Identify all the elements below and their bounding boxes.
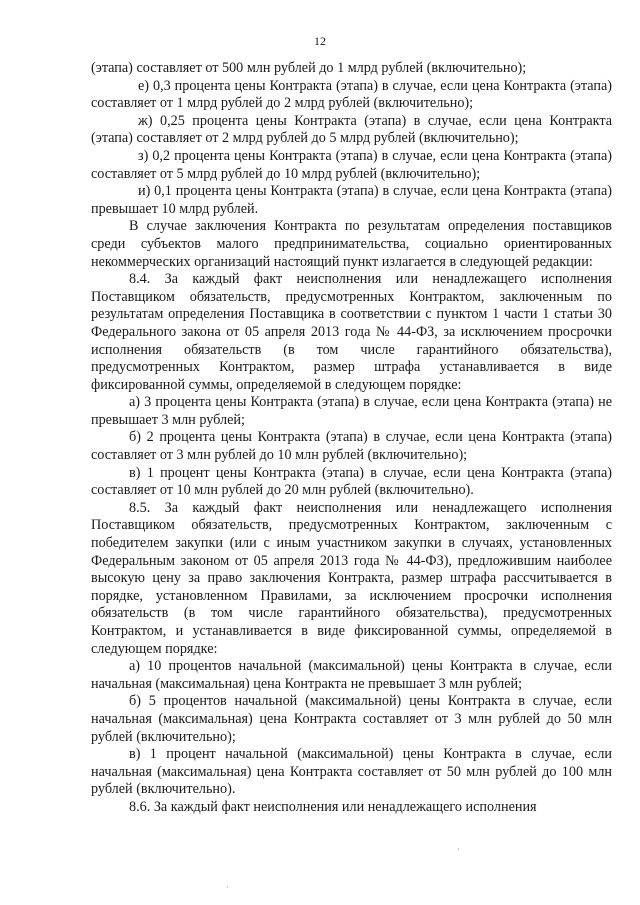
clause-8-4: 8.4. За каждый факт неисполнения или ненадлежащего исполнения Поставщиком обязательств, предусмотренных Контрактом, заключенным по результатам определения Поставщика в соответствии с пунктом 1 части 1 статьи 30 Федерального закона от 05 апреля 2013 года № 44-ФЗ, за исключением просрочки исполнения обязательств (в том числе гарантийного обязательства), предусмотренных Контрактом, размер штрафа устанавливается в виде фиксированной суммы, определяемой в следующем порядке: — [91, 271, 612, 393]
list-item-zh: ж) 0,25 процента цены Контракта (этапа) в случае, если цена Контракта (этапа) составляет от 2 млрд рублей до 5 млрд рублей (включительно); — [91, 112, 612, 147]
clause-8-5-item-b: б) 5 процентов начальной (максимальной) цены Контракта в случае, если начальная (максимальная) цена Контракта составляет от 3 млн рублей до 50 млн рублей (включительно); — [91, 693, 612, 745]
paragraph-smb-clause: В случае заключения Контракта по результатам определения поставщиков среди субъектов малого предпринимательства, социально ориентированных некоммерческих организаций настоящий пункт излагается в следующей редакции: — [91, 218, 612, 270]
clause-8-6: 8.6. За каждый факт неисполнения или ненадлежащего исполнения — [129, 798, 537, 815]
list-item-z: з) 0,2 процента цены Контракта (этапа) в случае, если цена Контракта (этапа) составляет от 5 млрд рублей до 10 млрд рублей (включительно); — [91, 147, 612, 182]
paragraph-continuation: (этапа) составляет от 500 млн рублей до 1 млрд рублей (включительно); — [91, 60, 527, 76]
clause-8-5-item-v: в) 1 процент начальной (максимальной) цены Контракта в случае, если начальная (максимальная) цена Контракта составляет от 50 млн рублей до 100 млн рублей (включительно). — [91, 746, 612, 798]
clause-8-4-item-b: б) 2 процента цены Контракта (этапа) в случае, если цена Контракта (этапа) составляет от 3 млн рублей до 10 млн рублей (включительно); — [91, 429, 612, 464]
list-item-i: и) 0,1 процента цены Контракта (этапа) в случае, если цена Контракта (этапа) превышает 10 млрд рублей. — [91, 183, 612, 217]
clause-8-4-item-a: а) 3 процента цены Контракта (этапа) в случае, если цена Контракта (этапа) не превышает 3 млн рублей; — [91, 394, 612, 428]
clause-8-4-item-v: в) 1 процент цены Контракта (этапа) в случае, если цена Контракта (этапа) составляет от 10 млн рублей до 20 млн рублей (включительно). — [91, 464, 612, 499]
scan-speck: · — [457, 845, 460, 854]
list-item-e: е) 0,3 процента цены Контракта (этапа) в случае, если цена Контракта (этапа) составляет от 1 млрд рублей до 2 млрд рублей (включительно); — [91, 77, 612, 112]
clause-8-5-item-a: а) 10 процентов начальной (максимальной) цены Контракта в случае, если начальная (максимальная) цена Контракта не превышает 3 млн рублей; — [91, 658, 612, 692]
page-number: 12 — [314, 34, 326, 48]
scan-speck: · — [226, 883, 229, 892]
document-body — [91, 60, 612, 817]
clause-8-5: 8.5. За каждый факт неисполнения или ненадлежащего исполнения Поставщиком обязательств, предусмотренных Контрактом, заключенным с победителем закупки (или с иным участником закупки в случаях, установленных Федеральным законом от 05 апреля 2013 года № 44-ФЗ), предложившим наиболее высокую цену за право заключения Контракта, размер штрафа рассчитывается в порядке, установленном Правилами, за исключением просрочки исполнения обязательств (в том числе гарантийного обязательства), предусмотренных Контрактом, и устанавливается в виде фиксированной суммы, определяемой в следующем порядке: — [91, 499, 612, 657]
